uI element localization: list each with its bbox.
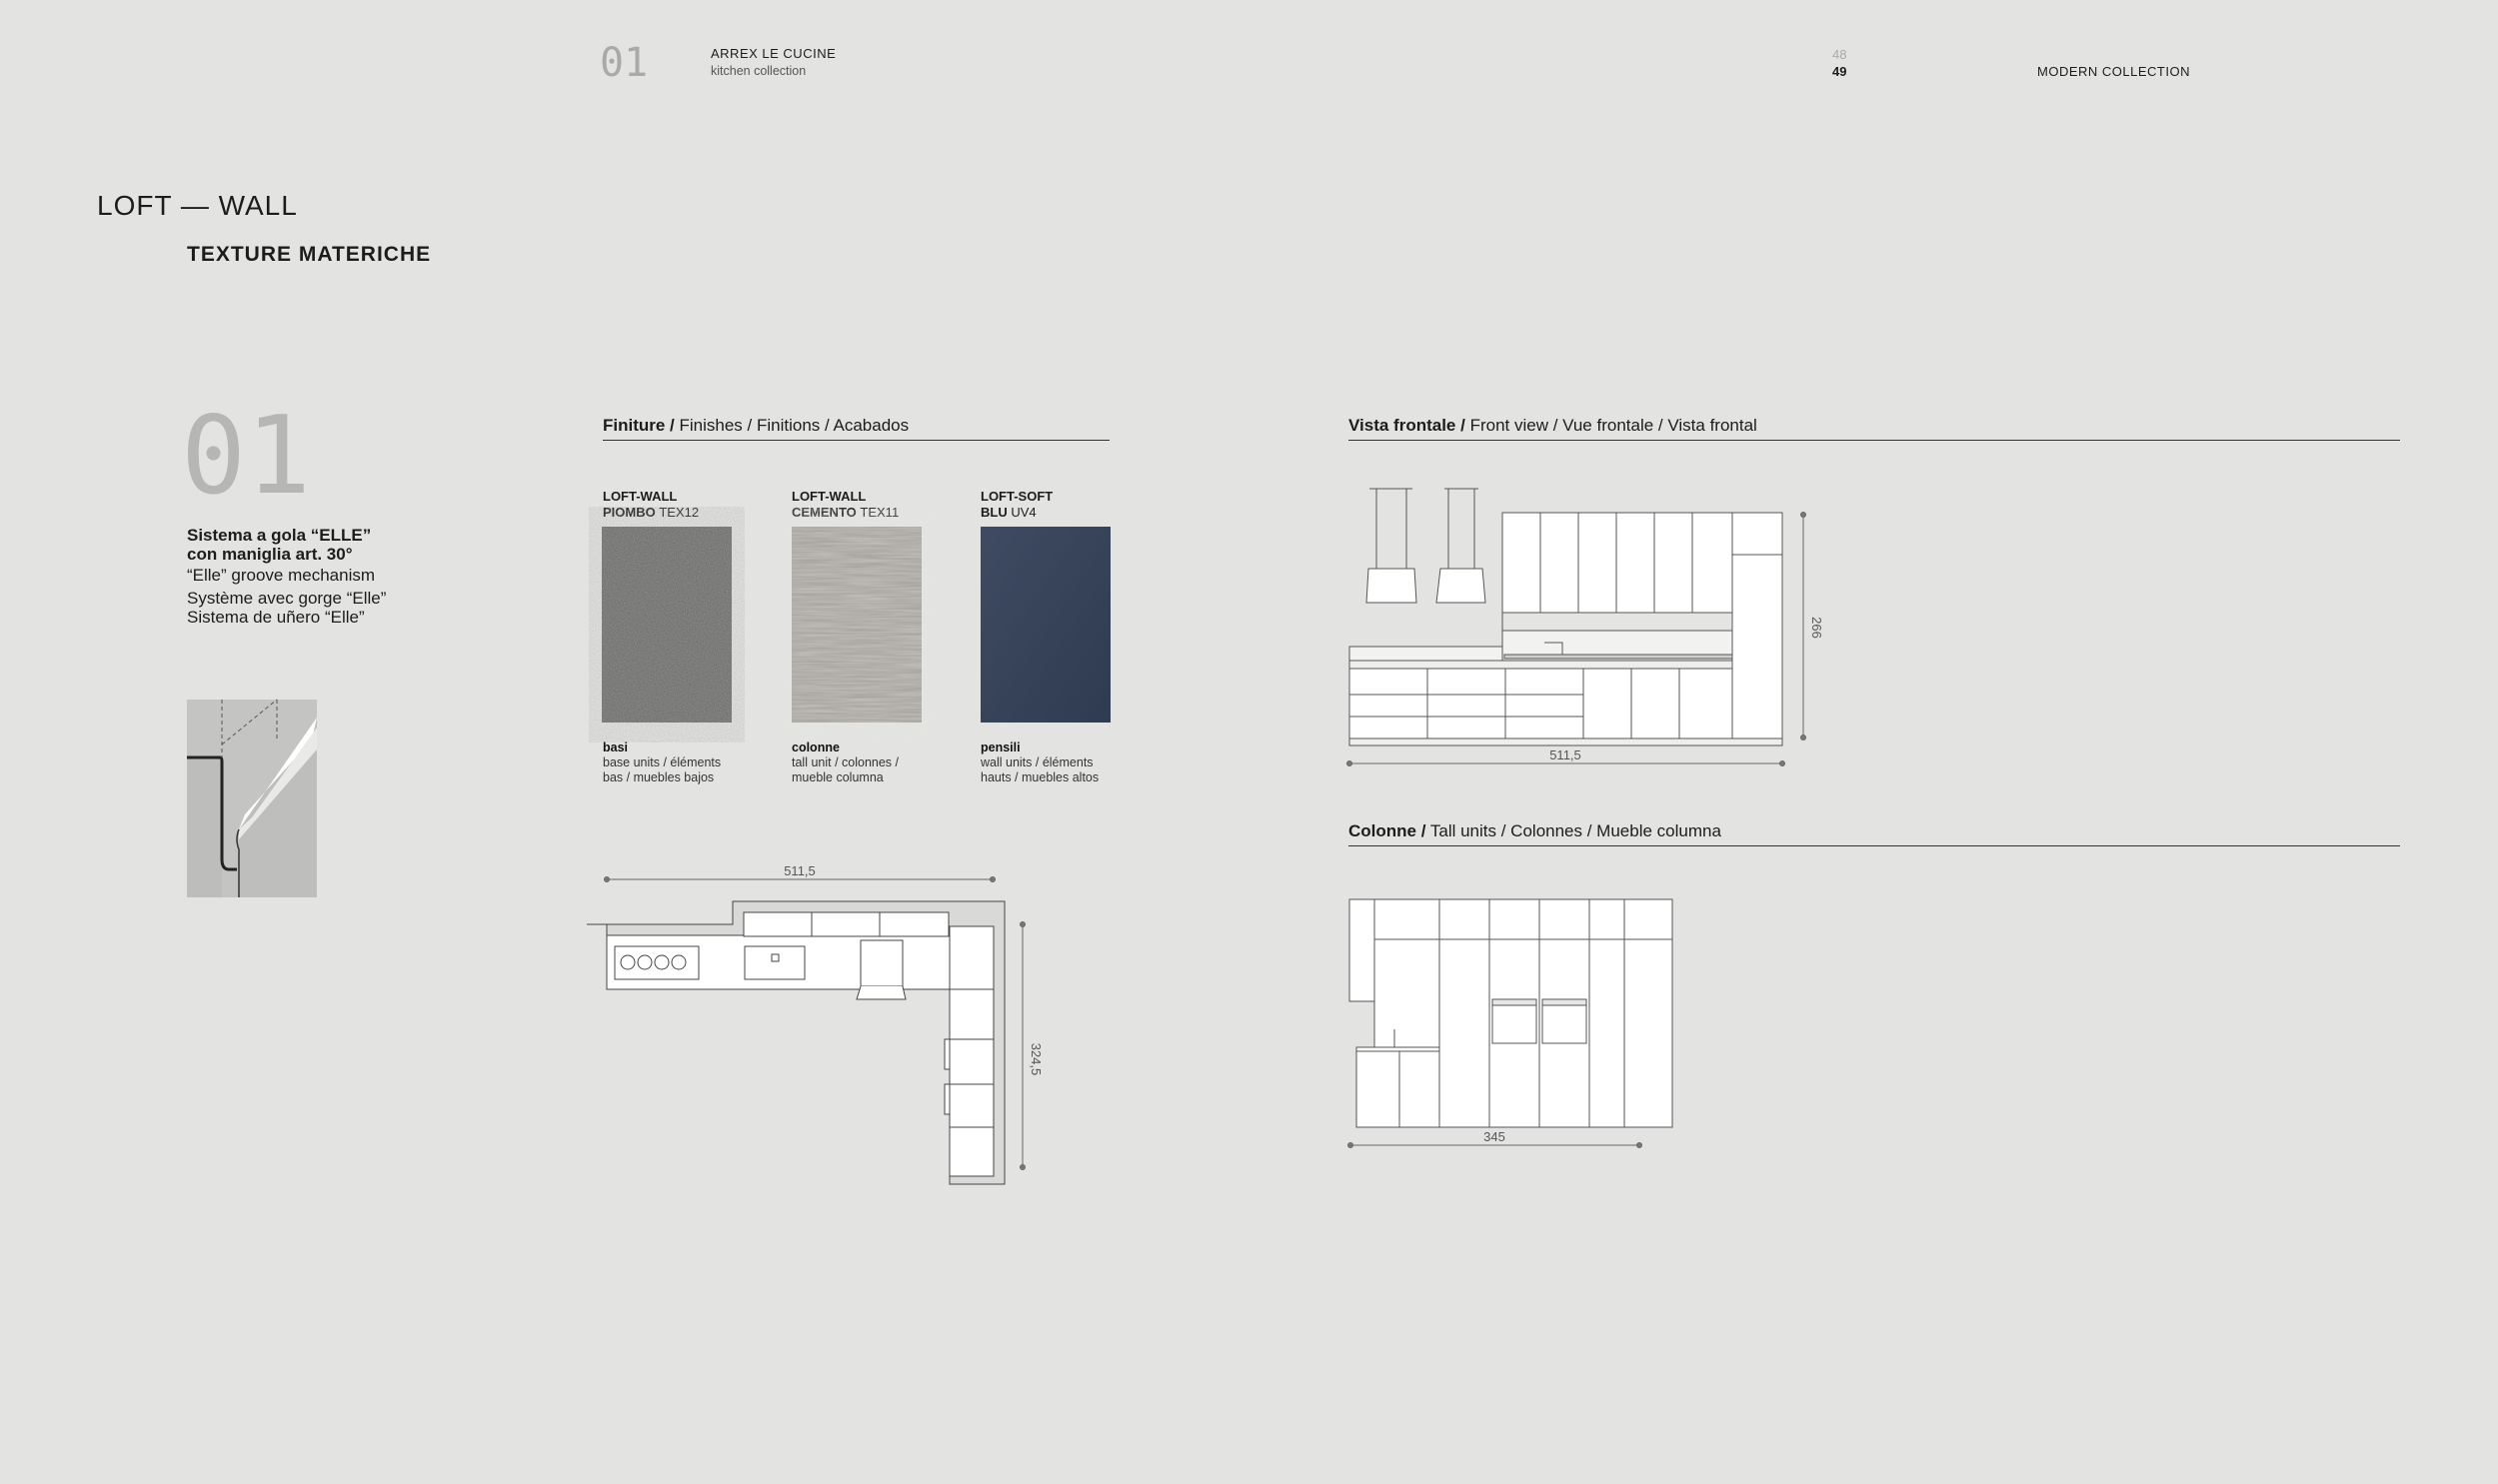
finish-usage-desc-2: bas / muebles bajos bbox=[603, 770, 715, 784]
finish-usage-title: colonne bbox=[792, 741, 840, 754]
finish-usage-piombo bbox=[603, 741, 743, 785]
finish-swatch-blu bbox=[981, 527, 1111, 723]
feature-line-2: con maniglia art. 30° bbox=[187, 545, 353, 564]
finishes-heading-rest: Finishes / Finitions / Acabados bbox=[674, 416, 910, 435]
finish-name bbox=[981, 489, 1121, 521]
kitchen-plan-drawing bbox=[585, 864, 1045, 1194]
finish-name-line-2: CEMENTO bbox=[792, 505, 857, 520]
finish-name-line-2: BLU bbox=[981, 505, 1008, 520]
finish-swatch-piombo bbox=[602, 527, 732, 723]
finish-usage-desc-2: mueble columna bbox=[792, 770, 884, 784]
finish-usage-blu bbox=[981, 741, 1121, 785]
page-subtitle: TEXTURE MATERICHE bbox=[187, 243, 432, 266]
finish-item-piombo bbox=[603, 489, 743, 521]
finish-name-line-1: LOFT-SOFT bbox=[981, 489, 1054, 504]
section-number: 01 bbox=[600, 40, 649, 86]
finish-name-line-1: LOFT-WALL bbox=[792, 489, 867, 504]
finish-usage-title: basi bbox=[603, 741, 629, 754]
front-width-label: 511,5 bbox=[1549, 747, 1581, 762]
tall-units-drawing bbox=[1344, 897, 1644, 1152]
plan-width-label: 511,5 bbox=[784, 863, 816, 878]
tall-width-label: 345 bbox=[1483, 1129, 1505, 1144]
finish-usage-title: pensili bbox=[981, 741, 1021, 754]
feature-number: 01 bbox=[181, 394, 312, 519]
feature-description bbox=[187, 526, 386, 627]
tall-units-heading bbox=[1348, 821, 2400, 846]
page-title: LOFT — WALL bbox=[97, 190, 298, 221]
finish-name-line-1: LOFT-WALL bbox=[603, 489, 678, 504]
finish-code: TEX11 bbox=[860, 505, 900, 520]
finish-item-blu bbox=[981, 489, 1121, 521]
finish-swatch-cemento bbox=[792, 527, 922, 723]
tall-units-heading-bold: Colonne / bbox=[1348, 821, 1426, 840]
finish-name bbox=[603, 489, 743, 521]
finish-code: TEX12 bbox=[659, 505, 700, 520]
feature-line-4: Système avec gorge “Elle” bbox=[187, 589, 387, 608]
finish-usage-desc-1: wall units / éléments bbox=[981, 755, 1094, 769]
finish-name bbox=[792, 489, 932, 521]
tall-units-heading-rest: Tall units / Colonnes / Mueble columna bbox=[1425, 821, 1721, 840]
brand-subtitle: kitchen collection bbox=[711, 64, 807, 78]
kitchen-front-view-drawing bbox=[1344, 485, 1824, 769]
finish-usage-desc-2: hauts / muebles altos bbox=[981, 770, 1100, 784]
page-number-prev: 48 bbox=[1832, 47, 1847, 62]
finishes-heading bbox=[603, 416, 1110, 441]
front-view-heading-bold: Vista frontale / bbox=[1348, 416, 1465, 435]
finish-usage-cemento bbox=[792, 741, 932, 785]
groove-detail-illustration bbox=[187, 700, 317, 897]
feature-line-5: Sistema de uñero “Elle” bbox=[187, 608, 365, 627]
front-height-label: 266 bbox=[1809, 617, 1824, 639]
finish-usage-desc-1: tall unit / colonnes / bbox=[792, 755, 900, 769]
finish-code: UV4 bbox=[1011, 505, 1037, 520]
collection-name: MODERN COLLECTION bbox=[2037, 64, 2190, 79]
finish-item-cemento bbox=[792, 489, 932, 521]
feature-line-3: “Elle” groove mechanism bbox=[187, 566, 376, 585]
feature-line-1: Sistema a gola “ELLE” bbox=[187, 526, 372, 545]
front-view-heading bbox=[1348, 416, 2400, 441]
plan-depth-label: 324,5 bbox=[1029, 1042, 1044, 1076]
finish-name-line-2: PIOMBO bbox=[603, 505, 656, 520]
page-number-current: 49 bbox=[1832, 64, 1847, 79]
finishes-heading-bold: Finiture / bbox=[603, 416, 675, 435]
brand-name: ARREX LE CUCINE bbox=[711, 46, 837, 61]
front-view-heading-rest: Front view / Vue frontale / Vista frontal bbox=[1464, 416, 1757, 435]
finish-usage-desc-1: base units / éléments bbox=[603, 755, 722, 769]
